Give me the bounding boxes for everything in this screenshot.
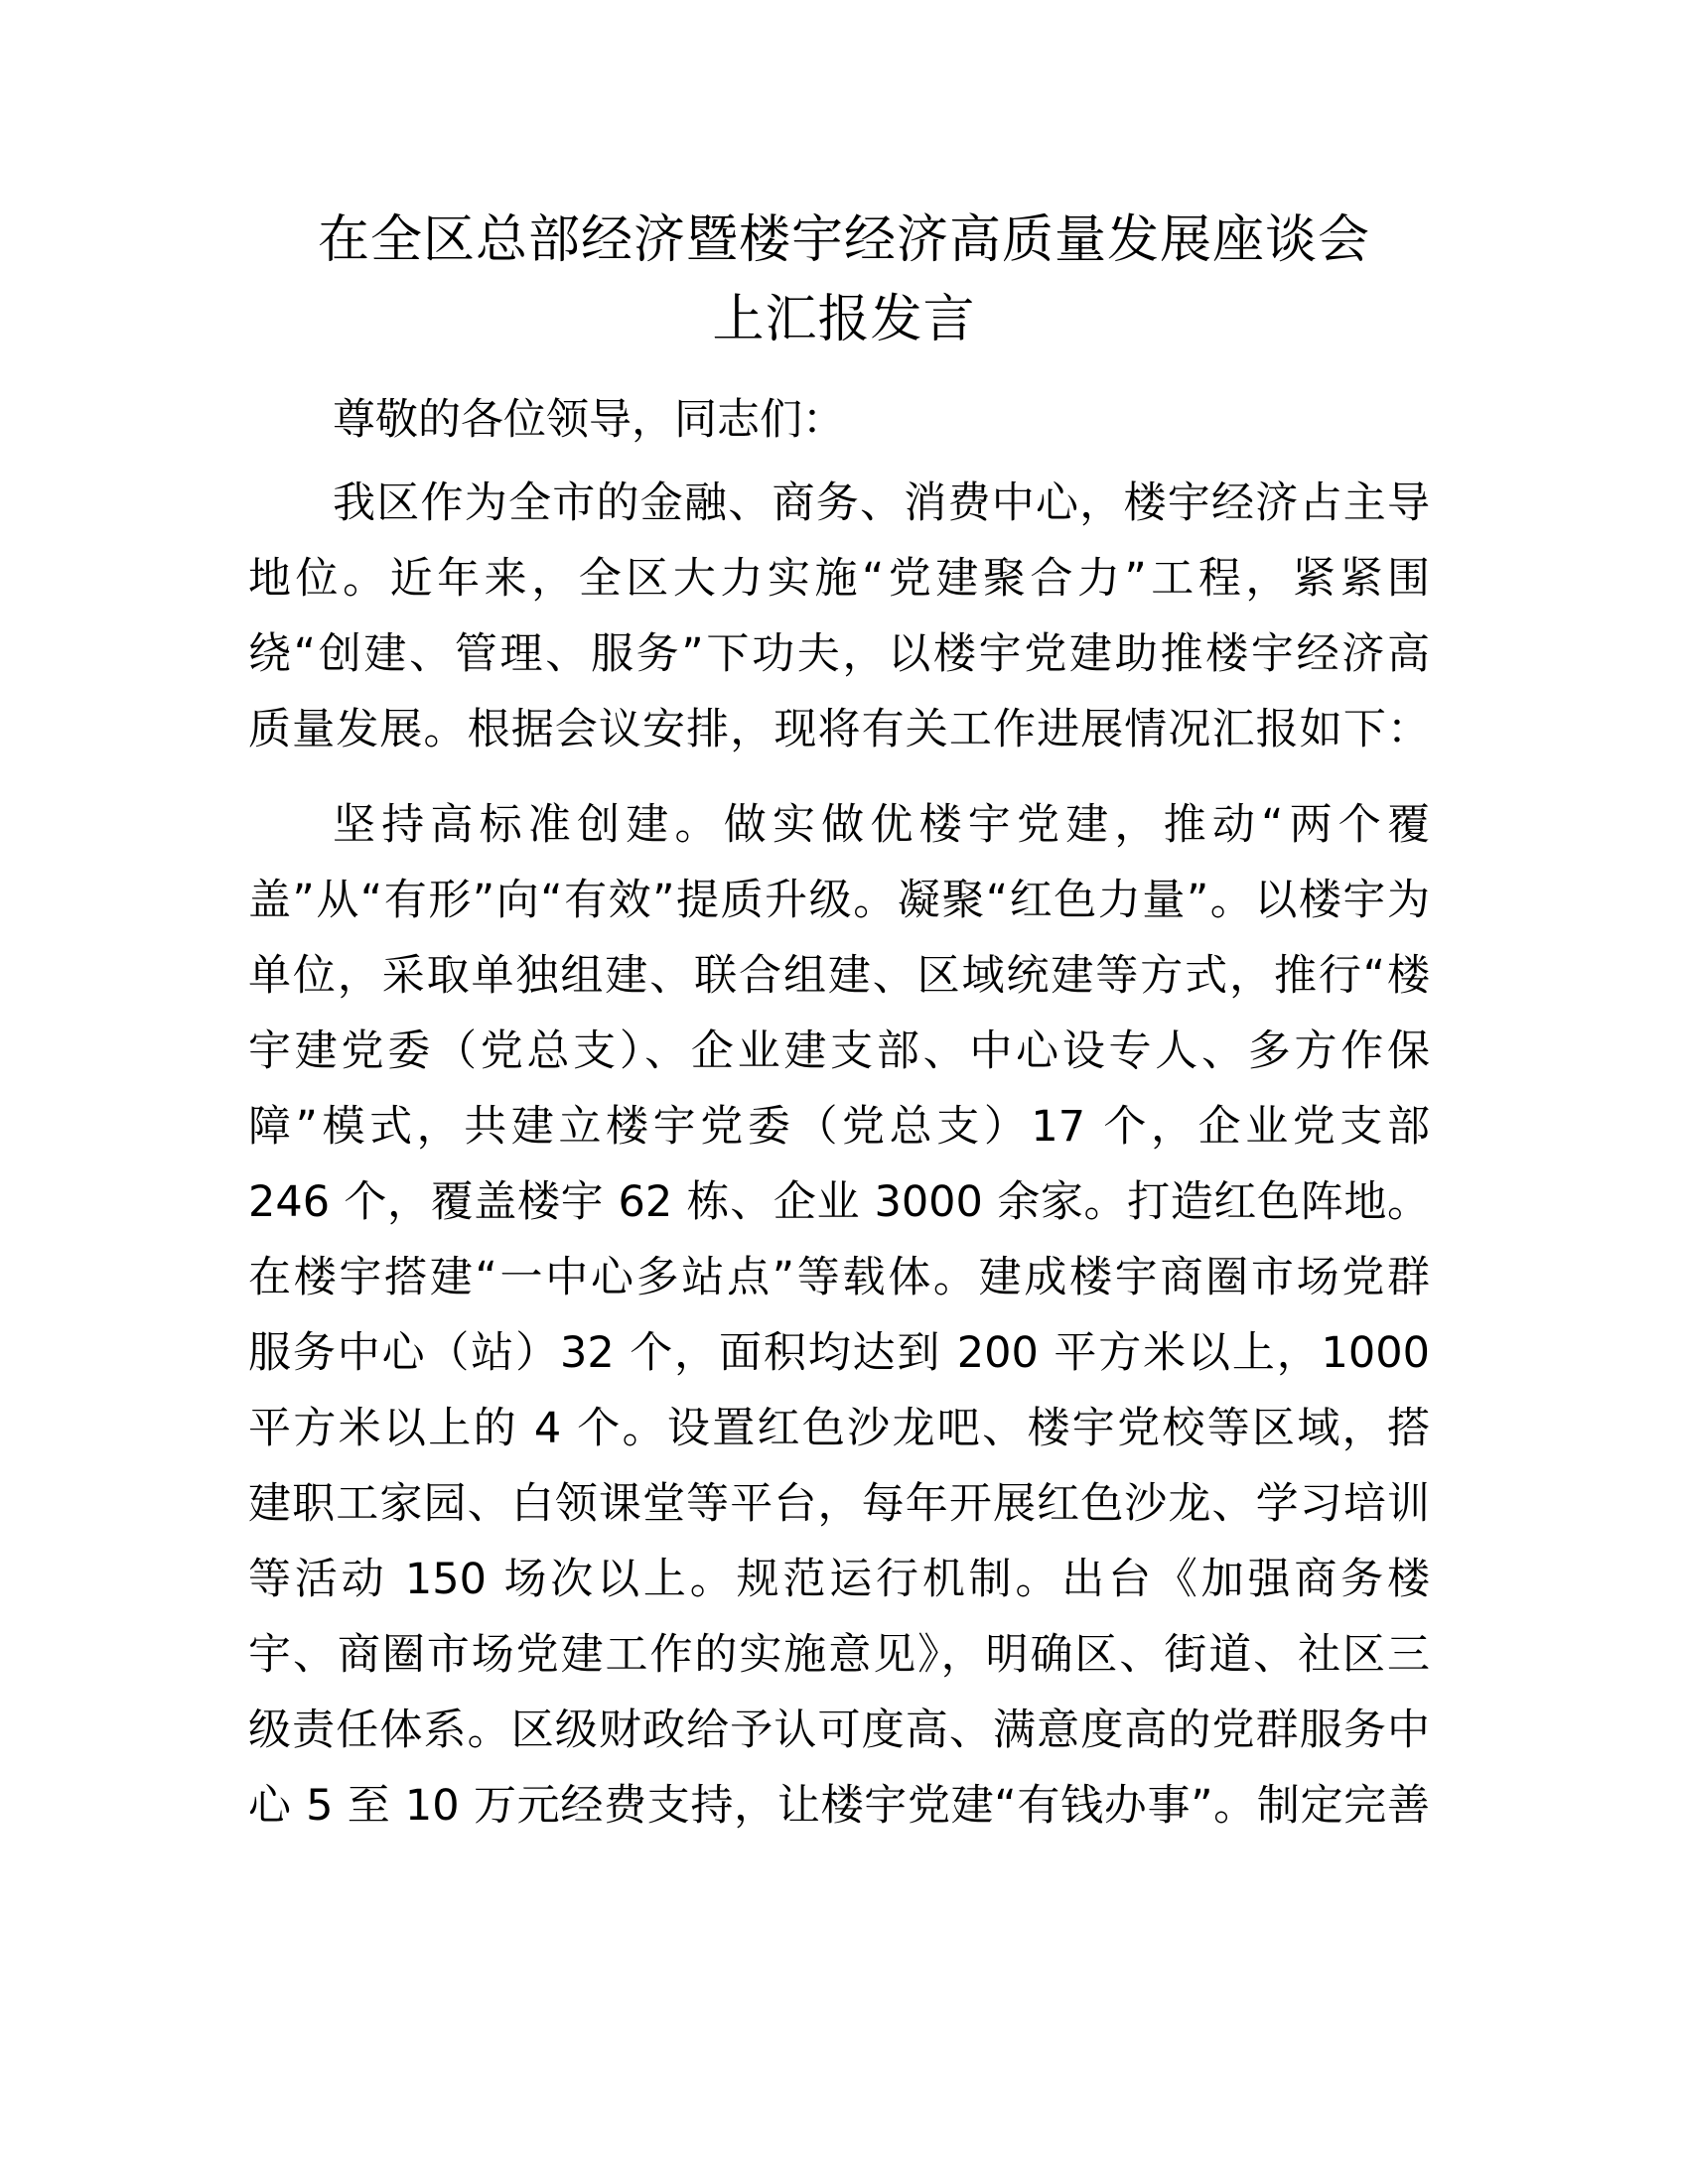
paragraph-2-line: 单位，采取单独组建、联合组建、区域统建等方式，推行“楼	[248, 951, 1430, 1001]
paragraph-2-line: 等活动 150 场次以上。规范运行机制。出台《加强商务楼	[248, 1555, 1430, 1604]
paragraph-1-line: 绕“创建、管理、服务”下功夫，以楼宇党建助推楼宇经济高	[248, 629, 1430, 679]
salutation: 尊敬的各位领导，同志们：	[333, 395, 845, 445]
paragraph-2-line: 坚持高标准创建。做实做优楼宇党建，推动“两个覆	[333, 800, 1430, 850]
paragraph-2-line: 盖”从“有形”向“有效”提质升级。凝聚“红色力量”。以楼宇为	[248, 876, 1430, 925]
paragraph-2-line: 心 5 至 10 万元经费支持，让楼宇党建“有钱办事”。制定完善	[248, 1781, 1430, 1831]
paragraph-2-line: 在楼宇搭建“一中心多站点”等载体。建成楼宇商圈市场党群	[248, 1253, 1430, 1302]
paragraph-1-line: 我区作为全市的金融、商务、消费中心，楼宇经济占主导	[333, 478, 1430, 528]
paragraph-1-line: 地位。近年来，全区大力实施“党建聚合力”工程，紧紧围	[248, 554, 1430, 604]
document-title-line-2: 上汇报发言	[712, 290, 976, 349]
paragraph-2-line: 宇、商圈市场党建工作的实施意见》，明确区、街道、社区三	[248, 1630, 1430, 1680]
paragraph-2-line: 障”模式，共建立楼宇党委（党总支）17 个，企业党支部	[248, 1102, 1430, 1152]
paragraph-2-line: 级责任体系。区级财政给予认可度高、满意度高的党群服务中	[248, 1706, 1430, 1755]
paragraph-2-line: 246 个，覆盖楼宇 62 栋、企业 3000 余家。打造红色阵地。	[248, 1177, 1430, 1227]
paragraph-2-line: 宇建党委（党总支）、企业建支部、中心设专人、多方作保	[248, 1026, 1430, 1076]
paragraph-2-line: 平方米以上的 4 个。设置红色沙龙吧、楼宇党校等区域，搭	[248, 1404, 1430, 1453]
document-title-line-1: 在全区总部经济暨楼宇经济高质量发展座谈会	[317, 210, 1370, 270]
paragraph-1-line: 质量发展。根据会议安排，现将有关工作进展情况汇报如下：	[248, 705, 1430, 754]
paragraph-2-line: 服务中心（站）32 个，面积均达到 200 平方米以上，1000	[248, 1328, 1430, 1378]
paragraph-2-line: 建职工家园、白领课堂等平台，每年开展红色沙龙、学习培训	[248, 1479, 1430, 1529]
